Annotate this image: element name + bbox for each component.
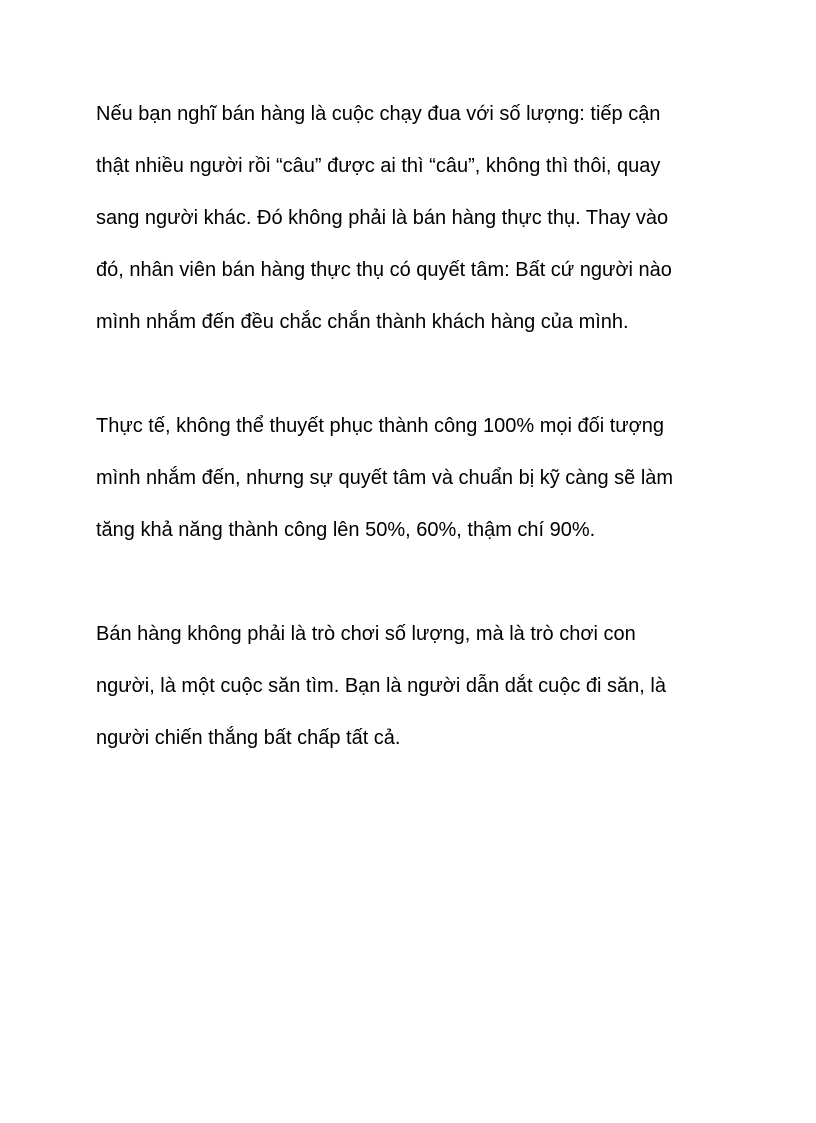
paragraph-1: [96, 88, 736, 348]
paragraph-line: mình nhắm đến đều chắc chắn thành khách hàng của mình.: [96, 311, 629, 333]
paragraph-line: tăng khả năng thành công lên 50%, 60%, thậm chí 90%.: [96, 519, 596, 541]
paragraph-line: Thực tế, không thể thuyết phục thành công 100% mọi đối tượng: [96, 415, 665, 437]
paragraph-line: đó, nhân viên bán hàng thực thụ có quyết tâm: Bất cứ người nào: [96, 259, 672, 281]
paragraph-line: người, là một cuộc săn tìm. Bạn là người dẫn dắt cuộc đi săn, là: [96, 675, 666, 697]
paragraph-line: Bán hàng không phải là trò chơi số lượng, mà là trò chơi con: [96, 623, 636, 645]
document-body: [96, 88, 736, 764]
paragraph-3: [96, 608, 736, 764]
paragraph-2: [96, 400, 736, 556]
paragraph-line: thật nhiều người rồi “câu” được ai thì “câu”, không thì thôi, quay: [96, 155, 661, 177]
paragraph-line: Nếu bạn nghĩ bán hàng là cuộc chạy đua với số lượng: tiếp cận: [96, 103, 661, 125]
paragraph-line: người chiến thắng bất chấp tất cả.: [96, 727, 401, 749]
paragraph-line: mình nhắm đến, nhưng sự quyết tâm và chuẩn bị kỹ càng sẽ làm: [96, 467, 674, 489]
paragraph-line: sang người khác. Đó không phải là bán hàng thực thụ. Thay vào: [96, 207, 669, 229]
